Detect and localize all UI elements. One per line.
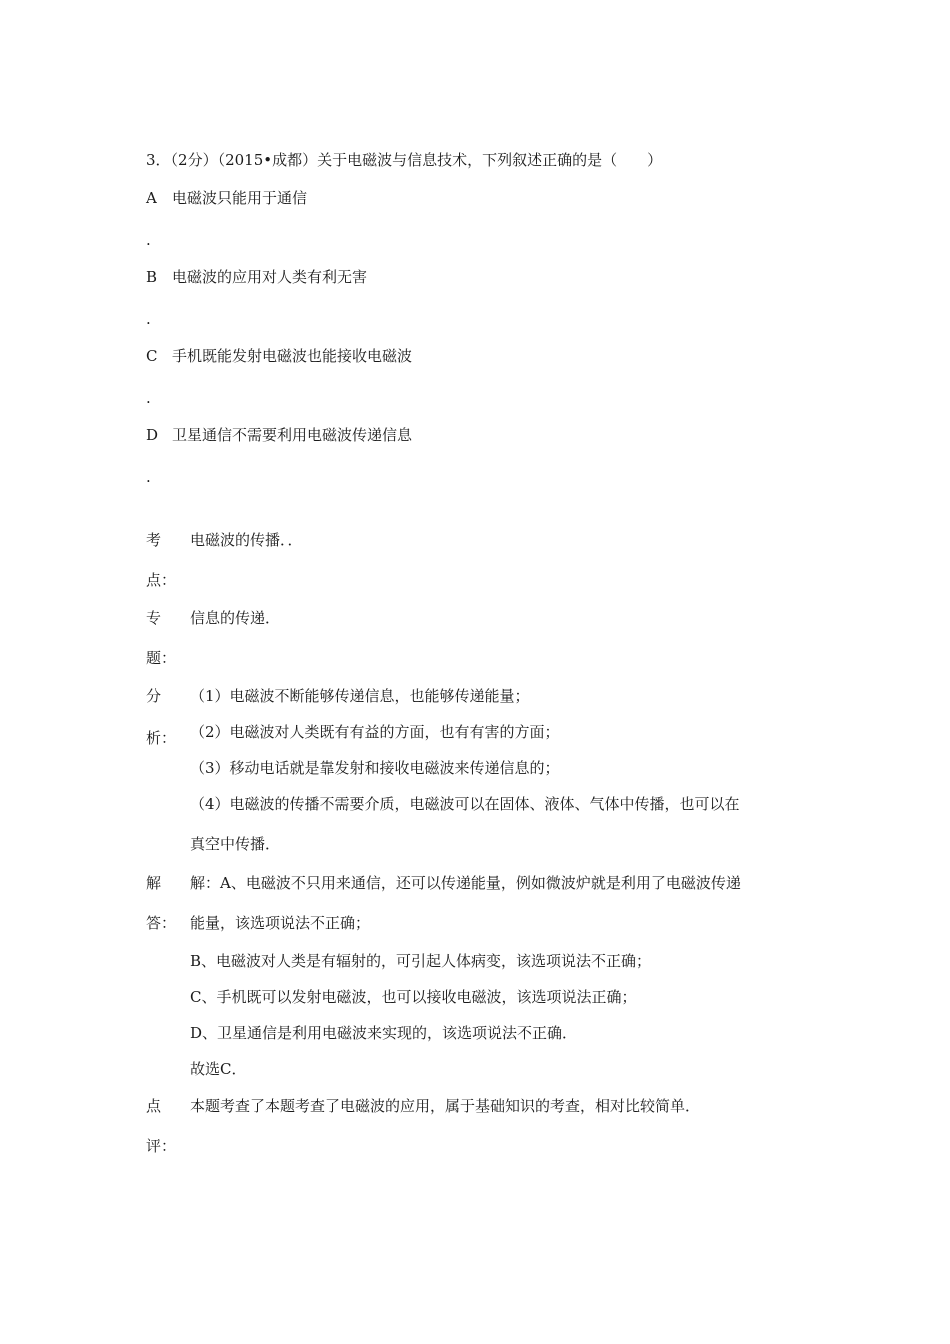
dianping-text: 本题考查了本题考查了电磁波的应用，属于基础知识的考查，相对比较简单． <box>190 1097 701 1115</box>
option-b-letter: B <box>146 268 158 286</box>
jieda-line-5: D、卫星通信是利用电磁波来实现的，该选项说法不正确． <box>190 1024 578 1042</box>
question-score: （2分） <box>170 151 218 169</box>
fenxi-line-1: （1）电磁波不断能够传递信息，也能够传递能量； <box>190 687 530 705</box>
dianping-label-2: 评： <box>146 1137 177 1155</box>
fenxi-label-2: 析： <box>146 729 177 747</box>
option-c-letter: C <box>146 347 158 365</box>
jieda-line-4: C、手机既可以发射电磁波，也可以接收电磁波，该选项说法正确； <box>190 988 637 1006</box>
jieda-label-2: 答： <box>146 914 177 932</box>
fenxi-line-3: （3）移动电话就是靠发射和接收电磁波来传递信息的； <box>190 759 560 777</box>
option-c-text: 手机既能发射电磁波也能接收电磁波 <box>172 347 413 365</box>
zhuanti-text: 信息的传递． <box>190 609 281 627</box>
question-text: 关于电磁波与信息技术，下列叙述正确的是（ ） <box>317 151 663 169</box>
question-source: （2015•成都） <box>217 151 318 169</box>
fenxi-label-1: 分 <box>146 687 162 705</box>
fenxi-line-4: （4）电磁波的传播不需要介质，电磁波可以在固体、液体、气体中传播，也可以在 <box>190 795 740 813</box>
jieda-line-3: B、电磁波对人类是有辐射的，可引起人体病变，该选项说法不正确； <box>190 952 652 970</box>
option-c-dot: . <box>146 389 151 407</box>
kaodian-text: 电磁波的传播．． <box>190 531 303 549</box>
kaodian-label-2: 点： <box>146 571 177 589</box>
option-b-dot: . <box>146 310 151 328</box>
jieda-line-6: 故选C． <box>190 1060 247 1078</box>
option-d-letter: D <box>146 426 159 444</box>
fenxi-line-5: 真空中传播． <box>190 835 281 853</box>
option-a-letter: A <box>146 189 157 207</box>
zhuanti-label-2: 题： <box>146 649 177 667</box>
dianping-label-1: 点 <box>146 1097 162 1115</box>
jieda-line-2: 能量，该选项说法不正确； <box>190 914 371 932</box>
option-d-text: 卫星通信不需要利用电磁波传递信息 <box>172 426 413 444</box>
jieda-label-1: 解 <box>146 874 162 892</box>
kaodian-label-1: 考 <box>146 531 162 549</box>
jieda-line-1: 解：A、电磁波不只用来通信，还可以传递能量，例如微波炉就是利用了电磁波传递 <box>190 874 741 892</box>
option-d-dot: . <box>146 468 151 486</box>
option-a-text: 电磁波只能用于通信 <box>172 189 308 207</box>
option-a-dot: . <box>146 231 151 249</box>
option-b-text: 电磁波的应用对人类有利无害 <box>172 268 368 286</box>
zhuanti-label-1: 专 <box>146 609 162 627</box>
question-number: 3． <box>146 151 171 169</box>
question-stem <box>146 150 662 170</box>
fenxi-line-2: （2）电磁波对人类既有有益的方面，也有有害的方面； <box>190 723 560 741</box>
